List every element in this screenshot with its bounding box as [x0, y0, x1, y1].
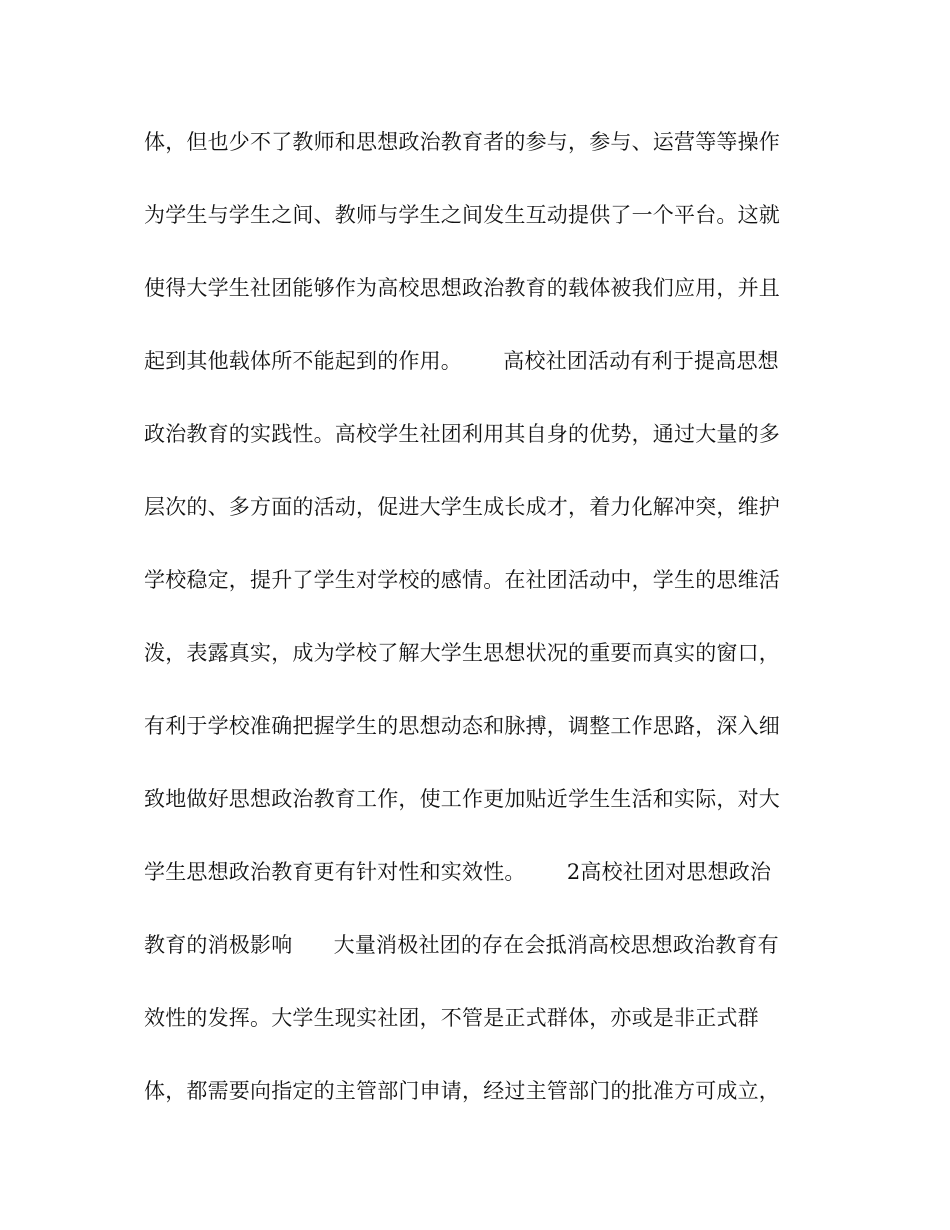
- text-line: 使得大学生社团能够作为高校思想政治教育的载体被我们应用，并且: [144, 276, 780, 300]
- text-line: 有利于学校准确把握学生的思想动态和脉搏，调整工作思路，深入细: [144, 714, 780, 738]
- text-line: 教育的消极影响 大量消极社团的存在会抵消高校思想政治教育有: [144, 933, 779, 957]
- text-line: 致地做好思想政治教育工作，使工作更加贴近学生生活和实际，对大: [144, 787, 780, 811]
- text-line: 体，都需要向指定的主管部门申请，经过主管部门的批准方可成立，: [144, 1079, 780, 1103]
- body-text: [144, 120, 804, 1142]
- text-line: 为学生与学生之间、教师与学生之间发生互动提供了一个平台。这就: [144, 203, 780, 227]
- text-line: 效性的发挥。大学生现实社团，不管是正式群体，亦或是非正式群: [144, 1006, 759, 1030]
- text-line: 泼，表露真实，成为学校了解大学生思想状况的重要而真实的窗口，: [144, 641, 780, 665]
- text-line: 体，但也少不了教师和思想政治教育者的参与，参与、运营等等操作: [144, 130, 780, 154]
- text-line: 政治教育的实践性。高校学生社团利用其自身的优势，通过大量的多: [144, 422, 780, 446]
- text-line: 层次的、多方面的活动，促进大学生成长成才，着力化解冲突，维护: [144, 495, 780, 519]
- text-line: 起到其他载体所不能起到的作用。 高校社团活动有利于提高思想: [144, 349, 779, 373]
- text-line: 学校稳定，提升了学生对学校的感情。在社团活动中，学生的思维活: [144, 568, 780, 592]
- text-line: 学生思想政治教育更有针对性和实效性。 2高校社团对思想政治: [144, 860, 772, 884]
